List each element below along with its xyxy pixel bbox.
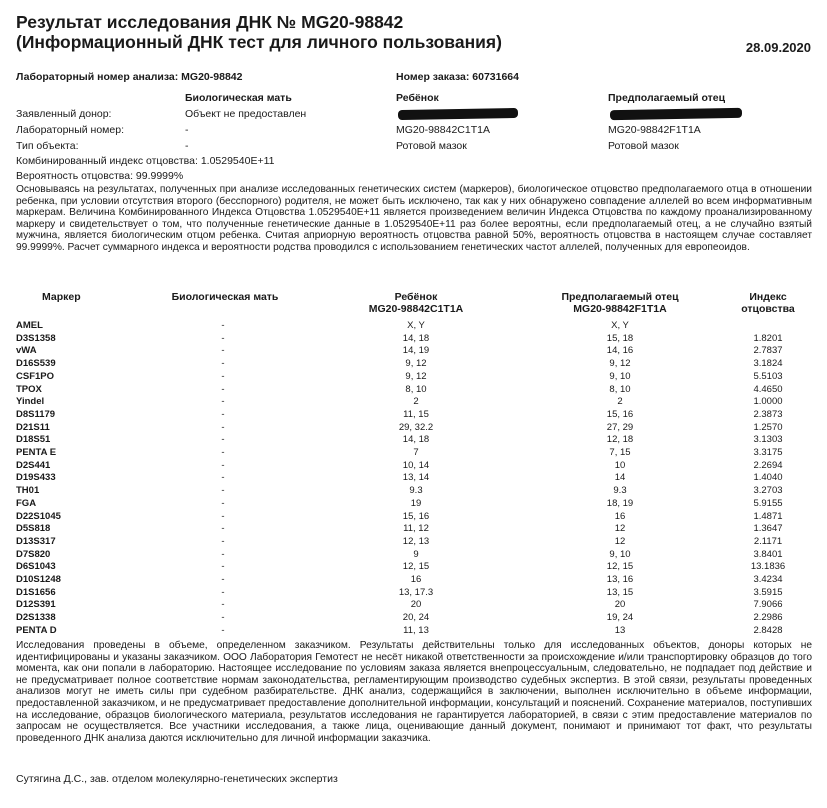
- index-cell: 3.4234: [753, 574, 783, 585]
- child-cell: 29, 32.2: [398, 421, 434, 433]
- index-cell: 5.5103: [753, 370, 783, 382]
- table-row: [0, 625, 827, 637]
- child-cell: 16: [410, 574, 422, 585]
- th-index: Индекс отцовства: [741, 291, 795, 315]
- index-cell: 1.8201: [753, 332, 783, 344]
- mother-cell: -: [221, 612, 225, 624]
- object-type-label: Тип объекта:: [16, 140, 79, 152]
- child-cell: 15, 16: [402, 510, 430, 522]
- marker-cell: D2S1338: [16, 612, 56, 624]
- index-cell: 2.2986: [753, 612, 783, 624]
- child-cell: 11, 15: [403, 408, 429, 420]
- mother-cell: -: [221, 548, 225, 560]
- index-cell: 2.3873: [753, 408, 783, 420]
- father-cell: 12: [614, 535, 626, 547]
- father-cell: 10: [614, 459, 626, 471]
- marker-cell: D3S1358: [16, 332, 56, 344]
- mother-donor: Объект не предоставлен: [185, 108, 307, 120]
- conclusion-text: Основываясь на результатах, полученных при анализе исследованных генетических систем (маркеров), биологическое отцовство предполагаемого отца в отношении ребенка, при условии отсутствия второго (бесспорного) родителя, не может быть исключено, так как у них обнаружено совпадение аллелей во всем информативным маркерам. Величина Комбинированного Индекса Отцовства 1.0529540E+11 является произведением величин Индекса Отцовства по каждому проанализированному маркеру и свидетельствует о том, что полученные генетические данные в 1.0529540E+11 раз более вероятны, если предполагаемый отец, а не случайно взятый мужчина, является биологическим отцом ребенка. Считая априорную вероятность отцовства равной 50%, вероятность отцовства в настоящем случае составляет 99.9999%. Расчет суммарного индекса и вероятности родства проводился с использованием генетических частот аллелей, полученных для европеоидов.: [16, 184, 812, 253]
- index-cell: 7.9066: [753, 599, 783, 611]
- th-mother: Биологическая мать: [171, 291, 279, 303]
- child-type: Ротовой мазок: [396, 140, 467, 152]
- child-cell: 11, 13: [403, 624, 429, 636]
- child-cell: 20, 24: [402, 612, 430, 624]
- marker-cell: TH01: [16, 485, 40, 497]
- mother-lab: -: [185, 124, 189, 136]
- child-cell: 9, 12: [405, 358, 427, 370]
- mother-cell: -: [221, 497, 225, 509]
- combined-index: Комбинированный индекс отцовства: 1.0529540E+11: [16, 155, 275, 167]
- report-title: [16, 12, 502, 52]
- index-cell: 3.1824: [753, 358, 783, 370]
- table-row: [0, 358, 827, 370]
- child-cell: 9, 12: [405, 370, 427, 382]
- lab-number: Лабораторный номер анализа: MG20-98842: [16, 71, 243, 83]
- donor-label: Заявленный донор:: [16, 108, 112, 120]
- mother-cell: -: [221, 535, 225, 547]
- child-cell: 19: [410, 497, 422, 509]
- child-cell: 14, 18: [402, 332, 430, 344]
- marker-cell: vWA: [16, 345, 37, 357]
- father-cell: 14: [614, 472, 626, 484]
- child-cell: 13, 17.3: [398, 586, 434, 598]
- table-row: [0, 447, 827, 459]
- child-cell: 7: [413, 447, 419, 458]
- index-cell: 2.7837: [753, 345, 783, 357]
- mother-cell: -: [221, 574, 225, 585]
- table-row: [0, 345, 827, 357]
- father-cell: 13, 15: [606, 586, 634, 598]
- mother-cell: -: [221, 320, 225, 331]
- index-cell: 3.3175: [753, 447, 783, 458]
- father-cell: 27, 29: [606, 421, 634, 433]
- col-child-heading: Ребёнок: [396, 92, 439, 104]
- table-row: [0, 371, 827, 383]
- table-row: [0, 536, 827, 548]
- col-mother-heading: Биологическая мать: [185, 92, 292, 104]
- index-cell: 13.1836: [750, 561, 786, 573]
- marker-cell: PENTA E: [16, 447, 57, 458]
- marker-cell: TPOX: [16, 383, 42, 395]
- father-name-redaction: [610, 108, 742, 120]
- col-father-heading: Предполагаемый отец: [608, 92, 726, 104]
- child-cell: X, Y: [407, 320, 425, 331]
- father-cell: 2: [617, 396, 623, 408]
- title-line-2: (Информационный ДНК тест для личного пользования): [16, 32, 502, 52]
- father-cell: 15, 18: [606, 332, 634, 344]
- table-row: [0, 549, 827, 561]
- child-name-redaction: [398, 108, 518, 120]
- mother-cell: -: [221, 459, 225, 471]
- paternity-probability: Вероятность отцовства: 99.9999%: [16, 170, 184, 182]
- father-cell: 7, 15: [609, 447, 631, 458]
- title-line-1: Результат исследования ДНК № MG20-98842: [16, 12, 404, 32]
- marker-cell: FGA: [16, 497, 37, 509]
- table-row: [0, 434, 827, 446]
- index-cell: 3.5915: [753, 586, 783, 598]
- index-cell: 3.2703: [753, 485, 783, 497]
- mother-cell: -: [221, 485, 225, 497]
- mother-type: -: [185, 140, 189, 152]
- father-cell: 19, 24: [606, 612, 634, 624]
- marker-cell: D21S11: [16, 421, 50, 433]
- mother-cell: -: [221, 523, 225, 535]
- child-cell: 14, 18: [402, 434, 430, 446]
- marker-cell: D2S441: [16, 459, 51, 471]
- mother-cell: -: [221, 396, 225, 408]
- marker-cell: D8S1179: [16, 408, 56, 420]
- marker-cell: PENTA D: [16, 624, 57, 636]
- child-cell: 9: [413, 548, 419, 560]
- index-cell: 3.1303: [753, 434, 783, 446]
- marker-cell: AMEL: [16, 320, 43, 331]
- father-cell: 9, 12: [609, 358, 631, 370]
- index-cell: 1.4871: [753, 510, 783, 522]
- index-cell: 1.4040: [753, 472, 783, 484]
- table-row: [0, 599, 827, 611]
- father-cell: 9.3: [613, 485, 627, 497]
- father-cell: 12: [614, 523, 626, 535]
- mother-cell: -: [221, 383, 225, 395]
- index-cell: 4.4650: [753, 383, 783, 395]
- father-cell: 16: [614, 510, 626, 522]
- father-cell: 13, 16: [606, 574, 634, 585]
- mother-cell: -: [221, 447, 225, 458]
- marker-cell: D18S51: [16, 434, 51, 446]
- table-row: [0, 511, 827, 523]
- index-cell: 3.8401: [753, 548, 783, 560]
- father-cell: 15, 16: [606, 408, 634, 420]
- disclaimer-text: Исследования проведены в объеме, определенном заказчиком. Результаты действительны только для исследованных объектов, доноры которых не идентифицированы и указаны заказчиком. ООО Лаборатория Гемотест не несёт никакой ответственности за происхождение и/или транспортировку образцов до того момента, как они попали в лабораторию. Настоящее исследование по условиям заказа является внепроцессуальным, следовательно, не подпадает под действие и не предусматривает полное соответствие нормам законодательства, регламентирующим производство судебных экспертиз. В этой связи, результаты проведенных анализов могут не иметь силы при судебном разбирательстве. ДНК анализ, содержащийся в заключении, выполнен исключительно в объеме информации, предоставленной заказчиком, и не предусматривает предоставление дополнительной информации, консультаций и пояснений. Сохранение материалов, поступивших на исследование, образцов биологического материала, результатов исследования не гарантируется лабораторией, в связи с этим предоставление материалов по запросам не осуществляется. Все участники исследования, а также лица, оценивающие данный документ, понимают и принимают тот факт, что результаты проведенного ДНК анализа даются исключительно для личной информации заказчика.: [16, 640, 812, 744]
- child-cell: 12, 13: [402, 535, 430, 547]
- index-cell: 1.2570: [753, 421, 783, 433]
- child-cell: 20: [410, 599, 422, 611]
- index-cell: 2.8428: [753, 624, 783, 636]
- report-date: 28.09.2020: [745, 40, 811, 55]
- father-cell: 14, 16: [606, 345, 634, 357]
- child-cell: 11, 12: [403, 523, 429, 535]
- th-father: Предполагаемый отец MG20-98842F1T1A: [561, 291, 679, 315]
- table-row: [0, 460, 827, 472]
- table-row: [0, 384, 827, 396]
- table-row: [0, 574, 827, 586]
- index-cell: 2.2694: [753, 459, 783, 471]
- marker-cell: D7S820: [16, 548, 51, 560]
- father-cell: 13: [614, 624, 626, 636]
- mother-cell: -: [221, 358, 225, 370]
- mother-cell: -: [221, 370, 225, 382]
- marker-cell: D1S1656: [16, 586, 56, 598]
- father-lab: MG20-98842F1T1A: [608, 124, 701, 136]
- marker-cell: D12S391: [16, 599, 56, 611]
- table-row: [0, 422, 827, 434]
- father-type: Ротовой мазок: [608, 140, 679, 152]
- marker-cell: D6S1043: [16, 561, 56, 573]
- index-cell: 2.1171: [753, 535, 783, 547]
- table-row: [0, 472, 827, 484]
- mother-cell: -: [221, 599, 225, 611]
- father-cell: X, Y: [611, 320, 629, 331]
- marker-cell: CSF1PO: [16, 370, 55, 382]
- child-cell: 9.3: [409, 485, 423, 497]
- table-row: [0, 320, 827, 332]
- index-cell: 5.9155: [753, 497, 783, 509]
- order-number: Номер заказа: 60731664: [396, 71, 519, 83]
- marker-cell: D13S317: [16, 535, 56, 547]
- table-row: [0, 396, 827, 408]
- th-child: Ребёнок MG20-98842C1T1A: [368, 291, 464, 315]
- father-cell: 20: [614, 599, 626, 611]
- table-row: [0, 561, 827, 573]
- table-row: [0, 498, 827, 510]
- child-cell: 2: [413, 396, 419, 408]
- mother-cell: -: [221, 472, 225, 484]
- father-cell: 9, 10: [609, 548, 631, 560]
- index-cell: 1.3647: [753, 523, 783, 535]
- child-cell: 8, 10: [405, 383, 427, 395]
- mother-cell: -: [221, 561, 225, 573]
- lab-number-label: Лабораторный номер:: [16, 124, 124, 136]
- father-cell: 18, 19: [606, 497, 634, 509]
- child-cell: 10, 14: [402, 459, 430, 471]
- marker-cell: D16S539: [16, 358, 56, 370]
- table-row: [0, 409, 827, 421]
- marker-cell: D10S1248: [16, 574, 61, 585]
- marker-cell: D19S433: [16, 472, 56, 484]
- child-cell: 13, 14: [402, 472, 430, 484]
- child-lab: MG20-98842C1T1A: [396, 124, 490, 136]
- mother-cell: -: [221, 421, 225, 433]
- marker-cell: D5S818: [16, 523, 51, 535]
- child-cell: 12, 15: [402, 561, 430, 573]
- father-cell: 8, 10: [609, 383, 631, 395]
- father-cell: 9, 10: [609, 370, 631, 382]
- mother-cell: -: [221, 586, 225, 598]
- signature: Сутягина Д.С., зав. отделом молекулярно-генетических экспертиз: [16, 773, 338, 785]
- table-row: [0, 333, 827, 345]
- table-row: [0, 485, 827, 497]
- mother-cell: -: [221, 624, 225, 636]
- mother-cell: -: [221, 408, 225, 420]
- child-cell: 14, 19: [402, 345, 430, 357]
- mother-cell: -: [221, 510, 225, 522]
- mother-cell: -: [221, 332, 225, 344]
- th-marker: Маркер: [42, 291, 81, 303]
- mother-cell: -: [221, 345, 225, 357]
- index-cell: 1.0000: [753, 396, 783, 408]
- marker-cell: Yindel: [16, 396, 45, 408]
- table-row: [0, 612, 827, 624]
- father-cell: 12, 15: [606, 561, 634, 573]
- table-row: [0, 587, 827, 599]
- marker-cell: D22S1045: [16, 510, 61, 522]
- father-cell: 12, 18: [606, 434, 634, 446]
- table-row: [0, 523, 827, 535]
- mother-cell: -: [221, 434, 225, 446]
